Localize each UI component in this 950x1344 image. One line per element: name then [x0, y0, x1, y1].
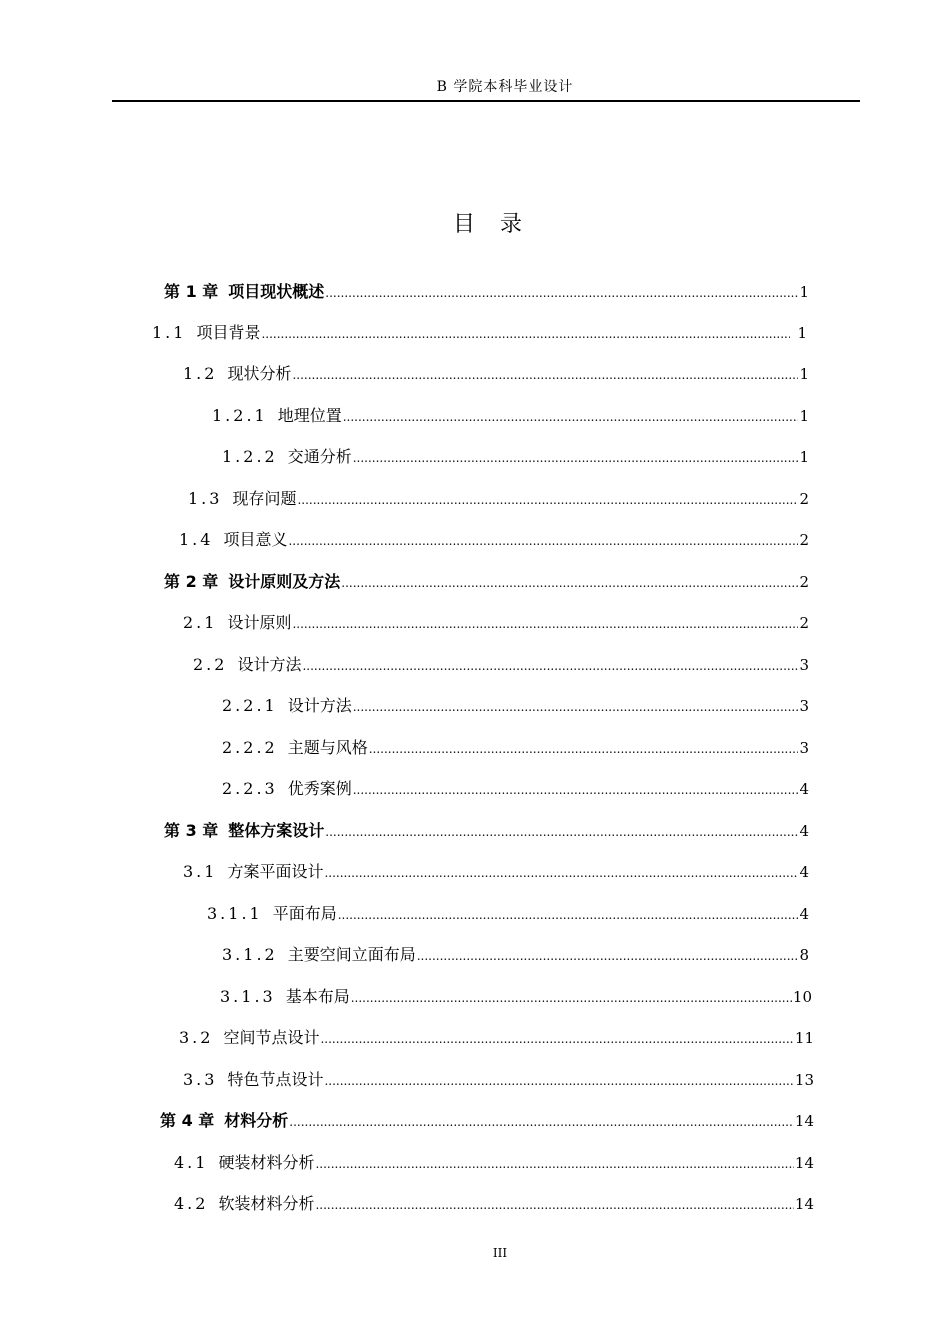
dot-leader	[289, 1110, 794, 1134]
toc-entry-label: 现存问题	[232, 489, 297, 508]
dot-leader	[302, 654, 798, 678]
toc-entry-number: 3.3	[183, 1070, 218, 1089]
toc-entry-label: 现状分析	[227, 364, 292, 383]
toc-entry-number: 3.1.2	[222, 945, 278, 964]
dot-leader	[369, 737, 799, 761]
toc-entry-number: 第 4 章	[160, 1111, 215, 1130]
toc-entry[interactable]	[222, 694, 809, 718]
dot-leader	[353, 778, 799, 802]
dot-leader	[288, 529, 798, 553]
toc-entry-page: 3	[799, 656, 809, 674]
toc-entry-page: 1	[799, 365, 809, 383]
toc-entry[interactable]	[179, 528, 809, 552]
toc-entry-label: 软装材料分析	[218, 1194, 315, 1213]
toc-entry-page: 4	[799, 780, 809, 798]
toc-entry-number: 第 3 章	[164, 821, 219, 840]
toc-entry-label: 设计原则及方法	[228, 572, 341, 591]
dot-leader	[315, 1193, 793, 1217]
toc-entry[interactable]	[222, 943, 809, 967]
toc-entry-page: 2	[799, 573, 809, 591]
toc-entry-page: 14	[794, 1112, 814, 1130]
toc-entry-page: 4	[799, 822, 809, 840]
dot-leader	[325, 820, 798, 844]
toc-entry[interactable]	[183, 362, 809, 386]
toc-entry[interactable]	[164, 819, 809, 843]
dot-leader	[343, 405, 799, 429]
toc-entry-number: 3.2	[179, 1028, 214, 1047]
toc-entry[interactable]	[174, 1151, 814, 1175]
toc-entry-label: 方案平面设计	[227, 862, 324, 881]
toc-entry-label: 空间节点设计	[223, 1028, 320, 1047]
toc-entry-number: 1.1	[152, 323, 187, 342]
toc-entry-label: 平面布局	[272, 904, 337, 923]
running-header-title: B 学院本科毕业设计	[436, 79, 574, 95]
toc-entry[interactable]	[193, 653, 809, 677]
toc-entry-label: 整体方案设计	[228, 821, 325, 840]
toc-entry[interactable]	[164, 280, 809, 304]
toc-entry-page: 11	[794, 1029, 814, 1047]
dot-leader	[292, 363, 798, 387]
toc-entry[interactable]	[212, 404, 809, 428]
toc-entry-label: 材料分析	[224, 1111, 289, 1130]
toc-entry[interactable]	[222, 736, 809, 760]
toc-entry[interactable]	[183, 1068, 814, 1092]
dot-leader	[325, 281, 798, 305]
toc-entry-label: 基本布局	[285, 987, 350, 1006]
toc-entry-page: 4	[799, 905, 809, 923]
toc-entry-page: 3	[799, 739, 809, 757]
toc-entry[interactable]	[207, 902, 809, 926]
dot-leader	[261, 322, 790, 346]
toc-entry-number: 1.2	[183, 364, 218, 383]
toc-entry-number: 3.1.1	[207, 904, 263, 923]
dot-leader	[341, 571, 798, 595]
toc-entry-label: 项目意义	[223, 530, 288, 549]
toc-entry[interactable]	[160, 1109, 814, 1133]
toc-entry[interactable]	[220, 985, 812, 1009]
toc-entry-number: 1.3	[188, 489, 223, 508]
toc-entry-page: 2	[799, 490, 809, 508]
toc-entry-page: 1	[799, 448, 809, 466]
dot-leader	[324, 861, 798, 885]
dot-leader	[338, 903, 799, 927]
toc-entry-number: 1.2.1	[212, 406, 268, 425]
toc-entry[interactable]	[152, 321, 807, 345]
dot-leader	[417, 944, 799, 968]
dot-leader	[351, 986, 792, 1010]
toc-entry-label: 设计方法	[237, 655, 302, 674]
toc-entry-page: 1	[797, 324, 807, 342]
toc-entry-label: 地理位置	[277, 406, 342, 425]
toc-entry-label: 硬装材料分析	[218, 1153, 315, 1172]
toc-entry-page: 8	[799, 946, 809, 964]
dot-leader	[292, 612, 798, 636]
toc-entry[interactable]	[222, 777, 809, 801]
toc-entry[interactable]	[174, 1192, 814, 1216]
toc-entry-page: 2	[799, 531, 809, 549]
toc-entry-number: 4.2	[174, 1194, 209, 1213]
toc-entry-number: 3.1	[183, 862, 218, 881]
toc-entry-label: 设计方法	[287, 696, 352, 715]
toc-entry-page: 1	[799, 407, 809, 425]
toc-entry[interactable]	[188, 487, 809, 511]
toc-entry-label: 设计原则	[227, 613, 292, 632]
toc-entry-page: 13	[794, 1071, 814, 1089]
toc-entry[interactable]	[183, 611, 809, 635]
toc-entry-label: 特色节点设计	[227, 1070, 324, 1089]
toc-entry-page: 2	[799, 614, 809, 632]
dot-leader	[315, 1152, 793, 1176]
toc-entry-number: 2.2.2	[222, 738, 278, 757]
dot-leader	[353, 695, 799, 719]
page-number: III	[492, 1246, 508, 1260]
dot-leader	[324, 1069, 793, 1093]
toc-entry-label: 主题与风格	[287, 738, 368, 757]
toc-entry-number: 第 2 章	[164, 572, 219, 591]
toc-entry-number: 第 1 章	[164, 282, 219, 301]
toc-entry-number: 1.4	[179, 530, 214, 549]
toc-entry[interactable]	[222, 445, 809, 469]
toc-entry[interactable]	[179, 1026, 814, 1050]
toc-entry-number: 2.2.3	[222, 779, 278, 798]
dot-leader	[353, 446, 799, 470]
toc-entry-label: 主要空间立面布局	[287, 945, 416, 964]
dot-leader	[297, 488, 798, 512]
toc-entry-number: 2.2.1	[222, 696, 278, 715]
dot-leader	[320, 1027, 793, 1051]
toc-entry-number: 2.1	[183, 613, 218, 632]
toc-entry-number: 1.2.2	[222, 447, 278, 466]
toc-entry[interactable]	[183, 860, 809, 884]
toc-entry-page: 4	[799, 863, 809, 881]
toc-title: 目 录	[453, 212, 522, 237]
toc-entry-page: 10	[792, 988, 812, 1006]
toc-entry-number: 2.2	[193, 655, 228, 674]
toc-entry-label: 优秀案例	[287, 779, 352, 798]
toc-entry-number: 3.1.3	[220, 987, 276, 1006]
toc-entry-page: 1	[799, 283, 809, 301]
toc-entry-number: 4.1	[174, 1153, 209, 1172]
toc-entry-label: 交通分析	[287, 447, 352, 466]
toc-entry-page: 14	[794, 1154, 814, 1172]
toc-entry[interactable]	[164, 570, 809, 594]
toc-entry-label: 项目背景	[196, 323, 261, 342]
toc-entry-label: 项目现状概述	[228, 282, 325, 301]
toc-entry-page: 14	[794, 1195, 814, 1213]
toc-entry-page: 3	[799, 697, 809, 715]
